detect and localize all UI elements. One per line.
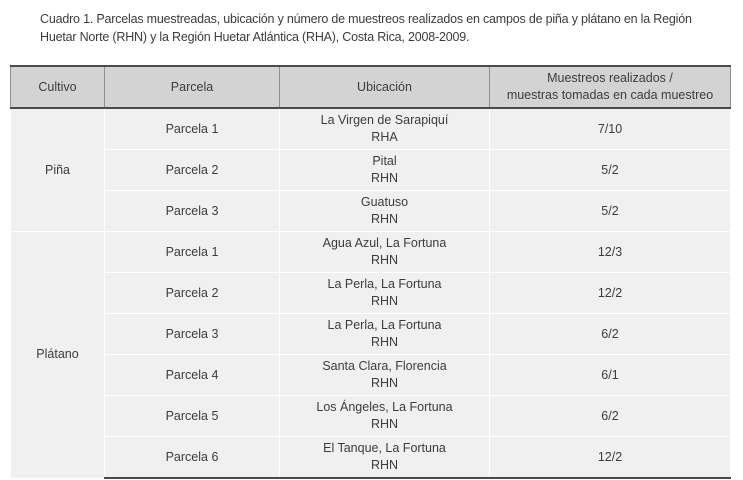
ubicacion-region: RHN [370,376,399,390]
ubicacion-lugar: Guatuso [360,195,409,209]
header-ubicacion: Ubicación [280,66,490,108]
muestreos-cell: 12/2 [490,273,731,314]
muestreos-cell: 6/2 [490,396,731,437]
ubicacion-cell [280,355,490,396]
ubicacion-lugar: Santa Clara, Florencia [322,359,447,373]
parcelas-table [10,65,731,479]
ubicacion-cell [280,191,490,232]
header-cultivo: Cultivo [11,66,105,108]
ubicacion-lugar: La Perla, La Fortuna [327,277,442,291]
table-row [11,273,731,314]
ubicacion-cell [280,150,490,191]
parcela-cell: Parcela 4 [105,355,280,396]
ubicacion-lugar: La Perla, La Fortuna [327,318,442,332]
ubicacion-region: RHN [370,212,399,226]
ubicacion-lugar: La Virgen de Sarapiquí [320,113,449,127]
table-row [11,191,731,232]
header-muestreos-line2: muestras tomadas en cada muestreo [506,88,714,102]
table-row [11,314,731,355]
muestreos-cell: 12/2 [490,437,731,479]
muestreos-cell: 7/10 [490,108,731,150]
table-row [11,108,731,150]
ubicacion-cell [280,437,490,479]
table-row [11,437,731,479]
header-muestreos-line1: Muestreos realizados / [547,71,673,85]
parcela-cell: Parcela 1 [105,108,280,150]
cultivo-cell: Piña [11,108,105,232]
ubicacion-region: RHA [371,130,398,144]
parcela-cell: Parcela 3 [105,314,280,355]
ubicacion-lugar: El Tanque, La Fortuna [323,441,446,455]
table-caption: Cuadro 1. Parcelas muestreadas, ubicación y número de muestreos realizados en campos de piña y plátano en la Región Huetar Norte (RHN) y la Región Huetar Atlántica (RHA), Costa Rica, 2008-2009. [40,12,692,44]
muestreos-cell: 5/2 [490,150,731,191]
header-parcela: Parcela [105,66,280,108]
parcela-cell: Parcela 6 [105,437,280,479]
header-muestreos [490,66,731,108]
muestreos-cell: 6/2 [490,314,731,355]
ubicacion-region: RHN [370,335,399,349]
ubicacion-cell [280,396,490,437]
table-row [11,355,731,396]
table-row [11,396,731,437]
cultivo-cell: Plátano [11,232,105,479]
ubicacion-region: RHN [370,294,399,308]
ubicacion-lugar: Agua Azul, La Fortuna [322,236,447,250]
ubicacion-cell [280,232,490,273]
ubicacion-region: RHN [370,253,399,267]
muestreos-cell: 12/3 [490,232,731,273]
table-row [11,232,731,273]
ubicacion-region: RHN [370,417,399,431]
ubicacion-region: RHN [370,171,399,185]
ubicacion-cell [280,273,490,314]
parcela-cell: Parcela 5 [105,396,280,437]
ubicacion-cell [280,108,490,150]
ubicacion-lugar: Pital [372,154,397,168]
ubicacion-cell [280,314,490,355]
ubicacion-lugar: Los Ángeles, La Fortuna [316,400,453,414]
parcela-cell: Parcela 2 [105,273,280,314]
muestreos-cell: 6/1 [490,355,731,396]
ubicacion-region: RHN [370,458,399,472]
parcela-cell: Parcela 2 [105,150,280,191]
muestreos-cell: 5/2 [490,191,731,232]
table-row [11,150,731,191]
parcela-cell: Parcela 3 [105,191,280,232]
parcela-cell: Parcela 1 [105,232,280,273]
table-header-row [11,66,731,108]
